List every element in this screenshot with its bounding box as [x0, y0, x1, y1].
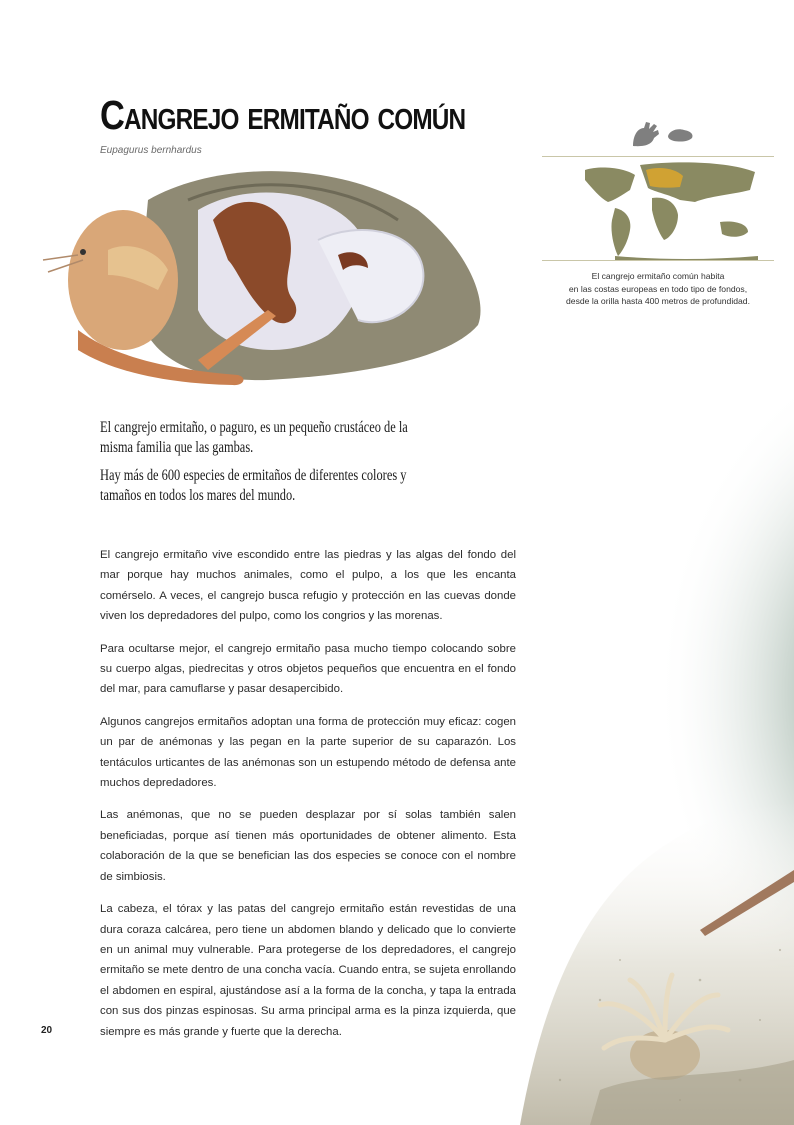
body-paragraph: El cangrejo ermitaño vive escondido entre las piedras y las algas del fondo del mar porque hay muchos animales, como el pulpo, a los que les encanta comérselo. A veces, el cangrejo busca refugio y protección en las cuevas donde viven los depredadores del pulpo, como los congrios y las morenas.: [100, 549, 516, 623]
intro-block: [100, 418, 408, 514]
hands-size-comparison-icon: [628, 120, 698, 148]
intro-paragraph: Hay más de 600 especies de ermitaños de diferentes colores y tamaños en todos los mares del mundo.: [100, 467, 407, 504]
body-paragraph: Las anémonas, que no se pueden desplazar por sí solas también salen beneficiadas, porque así tienen más oportunidades de obtener alimento. Esta colaboración de la que se benefician las dos especies se conoce con el nombre de simbiosis.: [100, 809, 516, 883]
scientific-name: Eupagurus bernhardus: [100, 145, 202, 156]
map-caption-line: El cangrejo ermitaño común habita: [591, 271, 725, 281]
page-number: 20: [41, 1025, 53, 1036]
body-paragraph: Para ocultarse mejor, el cangrejo ermitaño pasa mucho tiempo colocando sobre su cuerpo algas, piedrecitas y otros objetos pequeños que encuentra en el fondo del mar, para camuflarse y pasar desapercibido.: [100, 642, 516, 696]
intro-paragraph: El cangrejo ermitaño, o paguro, es un pequeño crustáceo de la misma familia que las gambas.: [100, 419, 408, 456]
body-paragraph: Algunos cangrejos ermitaños adoptan una forma de protección muy eficaz: cogen un par de anémonas y las pegan en la parte superior de su caparazón. Los tentáculos urticantes de las anémonas son un estupendo método de defensa ante muchos depredadores.: [100, 715, 516, 790]
body-text: [100, 545, 516, 1054]
map-caption-line: en las costas europeas en todo tipo de fondos,: [568, 283, 748, 294]
bottom-rule: [542, 260, 774, 261]
hermit-crab-illustration: [38, 160, 498, 410]
map-caption-line: desde la orilla hasta 400 metros de profundidad.: [566, 296, 750, 306]
world-map: [580, 160, 760, 260]
body-paragraph: La cabeza, el tórax y las patas del cangrejo ermitaño están revestidas de una dura coraza calcárea, pero tiene un abdomen blando y delicado que lo convierte en un animal muy vulnerable. Para protegerse de los depredadores, el cangrejo ermitaño se mete dentro de una concha vacía. Cuando entra, se sujeta enrollando el abdomen en espiral, ajustándose así a la forma de la concha, y tapa la entrada con sus dos pinzas espinosas. Su arma principal arma es la pinza izquierda, que siempre es más grande y fuerte que la derecha.: [100, 903, 516, 1038]
map-caption: [548, 270, 768, 308]
top-rule: [542, 156, 774, 157]
page-title: Cangrejo ermitaño común: [100, 92, 466, 138]
